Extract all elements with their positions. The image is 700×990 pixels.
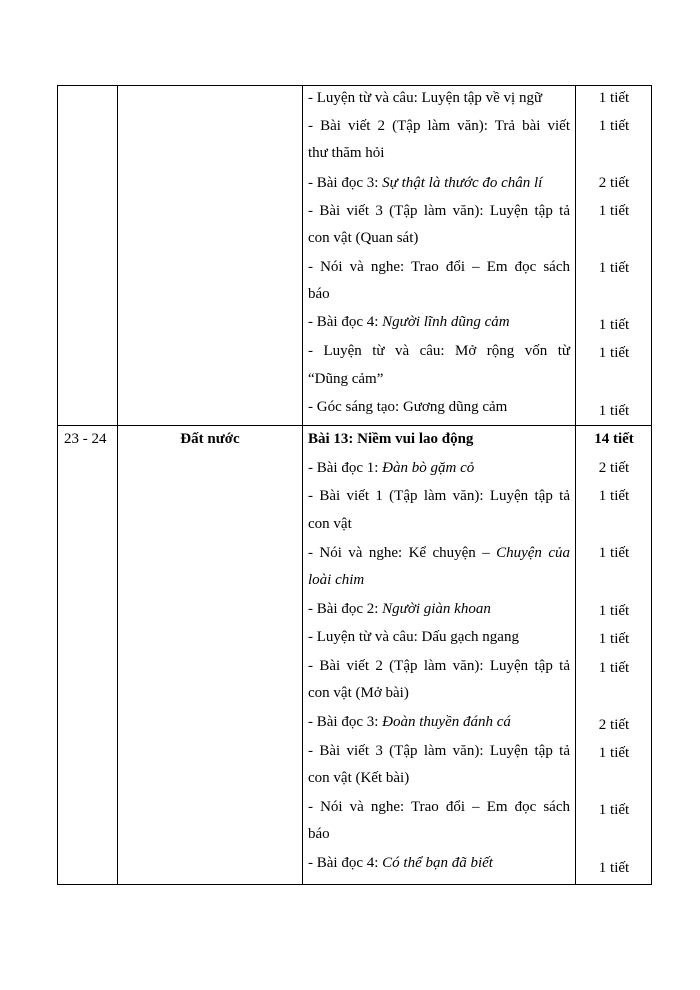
topic-cell: Đất nước [180, 431, 240, 447]
lesson-item: - Luyện từ và câu: Luyện tập về vị ngữ [308, 90, 543, 106]
periods-cell: 2 tiết [598, 460, 630, 476]
periods-cell: 2 tiết [598, 175, 630, 191]
lesson-item-continued: thư thăm hỏi [308, 145, 385, 161]
periods-cell: 1 tiết [598, 260, 630, 276]
table-border-top [57, 85, 652, 86]
lesson-item: - Bài viết 3 (Tập làm văn): Luyện tập tả [308, 743, 570, 759]
unit-title: Bài 13: Niềm vui lao động [308, 431, 474, 447]
lesson-item: - Bài đọc 1: Đàn bò gặm cỏ [308, 460, 475, 476]
lesson-item: - Nói và nghe: Kể chuyện – Chuyện của [308, 545, 570, 561]
lesson-item-continued: báo [308, 826, 330, 842]
lesson-item: - Bài đọc 3: Sự thật là thước đo chân lí [308, 175, 543, 191]
periods-cell: 1 tiết [598, 660, 630, 676]
lesson-item-continued: loài chim [308, 572, 365, 588]
lesson-item-continued: con vật [308, 516, 352, 532]
reading-title: Đàn bò gặm cỏ [382, 460, 475, 476]
lesson-item: - Bài viết 2 (Tập làm văn): Trả bài viết [308, 118, 570, 134]
lesson-item-continued: “Dũng cảm” [308, 371, 384, 387]
column-divider [117, 85, 118, 885]
periods-cell: 1 tiết [598, 545, 630, 561]
table-border-right [651, 85, 652, 885]
lesson-item: - Góc sáng tạo: Gương dũng cảm [308, 399, 508, 415]
lesson-item: - Bài đọc 2: Người giàn khoan [308, 601, 491, 617]
periods-cell: 1 tiết [598, 203, 630, 219]
lesson-item-continued: con vật (Mở bài) [308, 685, 409, 701]
lesson-item: - Bài đọc 3: Đoàn thuyền đánh cá [308, 714, 511, 730]
periods-cell: 1 tiết [598, 488, 630, 504]
periods-cell: 1 tiết [598, 118, 630, 134]
table-border-left [57, 85, 58, 885]
periods-cell: 1 tiết [598, 317, 630, 333]
periods-cell: 1 tiết [598, 403, 630, 419]
periods-cell: 1 tiết [598, 345, 630, 361]
lesson-item: - Nói và nghe: Trao đổi – Em đọc sách [308, 799, 570, 815]
reading-title: Người giàn khoan [382, 601, 491, 617]
lesson-item: - Luyện từ và câu: Dấu gạch ngang [308, 629, 519, 645]
table-border-bottom [57, 884, 652, 885]
periods-cell: 1 tiết [598, 603, 630, 619]
column-divider [575, 85, 576, 885]
reading-title: Người lĩnh dũng cảm [382, 314, 510, 330]
reading-title: Có thể bạn đã biết [382, 855, 493, 871]
lesson-item-continued: con vật (Quan sát) [308, 230, 419, 246]
periods-cell: 1 tiết [598, 860, 630, 876]
unit-periods: 14 tiết [594, 431, 634, 447]
week-cell: 23 - 24 [64, 431, 107, 447]
story-title: Chuyện của [496, 545, 570, 561]
lesson-item: - Bài đọc 4: Có thể bạn đã biết [308, 855, 493, 871]
periods-cell: 1 tiết [598, 90, 630, 106]
column-divider [302, 85, 303, 885]
periods-cell: 1 tiết [598, 745, 630, 761]
periods-cell: 1 tiết [598, 631, 630, 647]
lesson-item: - Luyện từ và câu: Mở rộng vốn từ [308, 343, 570, 359]
row-divider [57, 425, 652, 426]
lesson-item: - Nói và nghe: Trao đổi – Em đọc sách [308, 259, 570, 275]
reading-title: Sự thật là thước đo chân lí [382, 175, 543, 191]
lesson-item: - Bài viết 1 (Tập làm văn): Luyện tập tả [308, 488, 570, 504]
lesson-item: - Bài viết 3 (Tập làm văn): Luyện tập tả [308, 203, 570, 219]
reading-title: Đoàn thuyền đánh cá [382, 714, 511, 730]
periods-cell: 1 tiết [598, 802, 630, 818]
lesson-item-continued: báo [308, 286, 330, 302]
lesson-item-continued: con vật (Kết bài) [308, 770, 410, 786]
periods-cell: 2 tiết [598, 717, 630, 733]
lesson-item: - Bài đọc 4: Người lĩnh dũng cảm [308, 314, 510, 330]
lesson-item: - Bài viết 2 (Tập làm văn): Luyện tập tả [308, 658, 570, 674]
